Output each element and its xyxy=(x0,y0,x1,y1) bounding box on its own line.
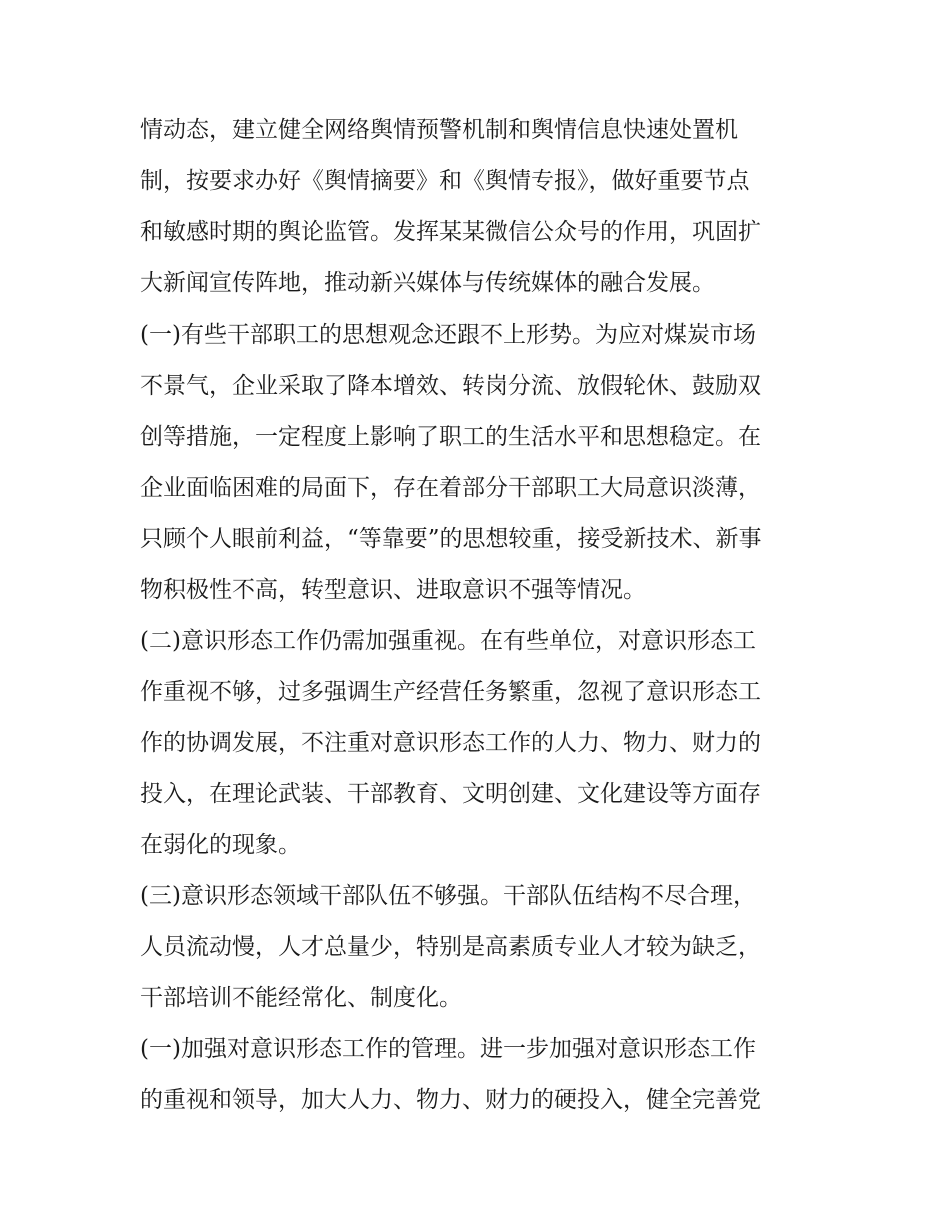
paragraph-issue-2 xyxy=(140,616,820,871)
paragraph-issue-3 xyxy=(140,871,820,1024)
paragraph-issue-1 xyxy=(140,310,820,616)
text-line: (三)意识形态领域干部队伍不够强。干部队伍结构不尽合理， xyxy=(140,883,756,909)
text-line: 投入，在理论武装、干部教育、文明创建、文化建设等方面存 xyxy=(140,781,761,807)
text-line: 干部培训不能经常化、制度化。 xyxy=(140,985,462,1011)
text-line: 只顾个人眼前利益，“等靠要”的思想较重，接受新技术、新事 xyxy=(140,526,762,552)
text-line: 作重视不够，过多强调生产经营任务繁重，忽视了意识形态工 xyxy=(140,679,761,705)
paragraph-measure-1 xyxy=(140,1024,820,1126)
text-line: 人员流动慢，人才总量少，特别是高素质专业人才较为缺乏， xyxy=(140,934,761,960)
text-line: (一)加强对意识形态工作的管理。进一步加强对意识形态工作 xyxy=(140,1036,756,1062)
text-line: 在弱化的现象。 xyxy=(140,832,301,858)
text-line: 情动态，建立健全网络舆情预警机制和舆情信息快速处置机 xyxy=(140,117,738,143)
text-line: 的重视和领导，加大人力、物力、财力的硬投入，健全完善党 xyxy=(140,1087,761,1113)
text-line: 创等措施，一定程度上影响了职工的生活水平和思想稳定。在 xyxy=(140,424,761,450)
text-line: 和敏感时期的舆论监管。发挥某某微信公众号的作用，巩固扩 xyxy=(140,219,761,245)
text-line: 大新闻宣传阵地，推动新兴媒体与传统媒体的融合发展。 xyxy=(140,270,715,296)
text-line: (二)意识形态工作仍需加强重视。在有些单位，对意识形态工 xyxy=(140,628,756,654)
text-line: 制，按要求办好《舆情摘要》和《舆情专报》，做好重要节点 xyxy=(140,168,750,194)
text-line: 物积极性不高，转型意识、进取意识不强等情况。 xyxy=(140,577,646,603)
paragraph-public-opinion xyxy=(140,105,820,309)
text-line: 不景气，企业采取了降本增效、转岗分流、放假轮休、鼓励双 xyxy=(140,373,761,399)
text-line: 企业面临困难的局面下，存在着部分干部职工大局意识淡薄， xyxy=(140,475,761,501)
text-line: 作的协调发展，不注重对意识形态工作的人力、物力、财力的 xyxy=(140,730,761,756)
text-line: (一)有些干部职工的思想观念还跟不上形势。为应对煤炭市场 xyxy=(140,322,756,348)
